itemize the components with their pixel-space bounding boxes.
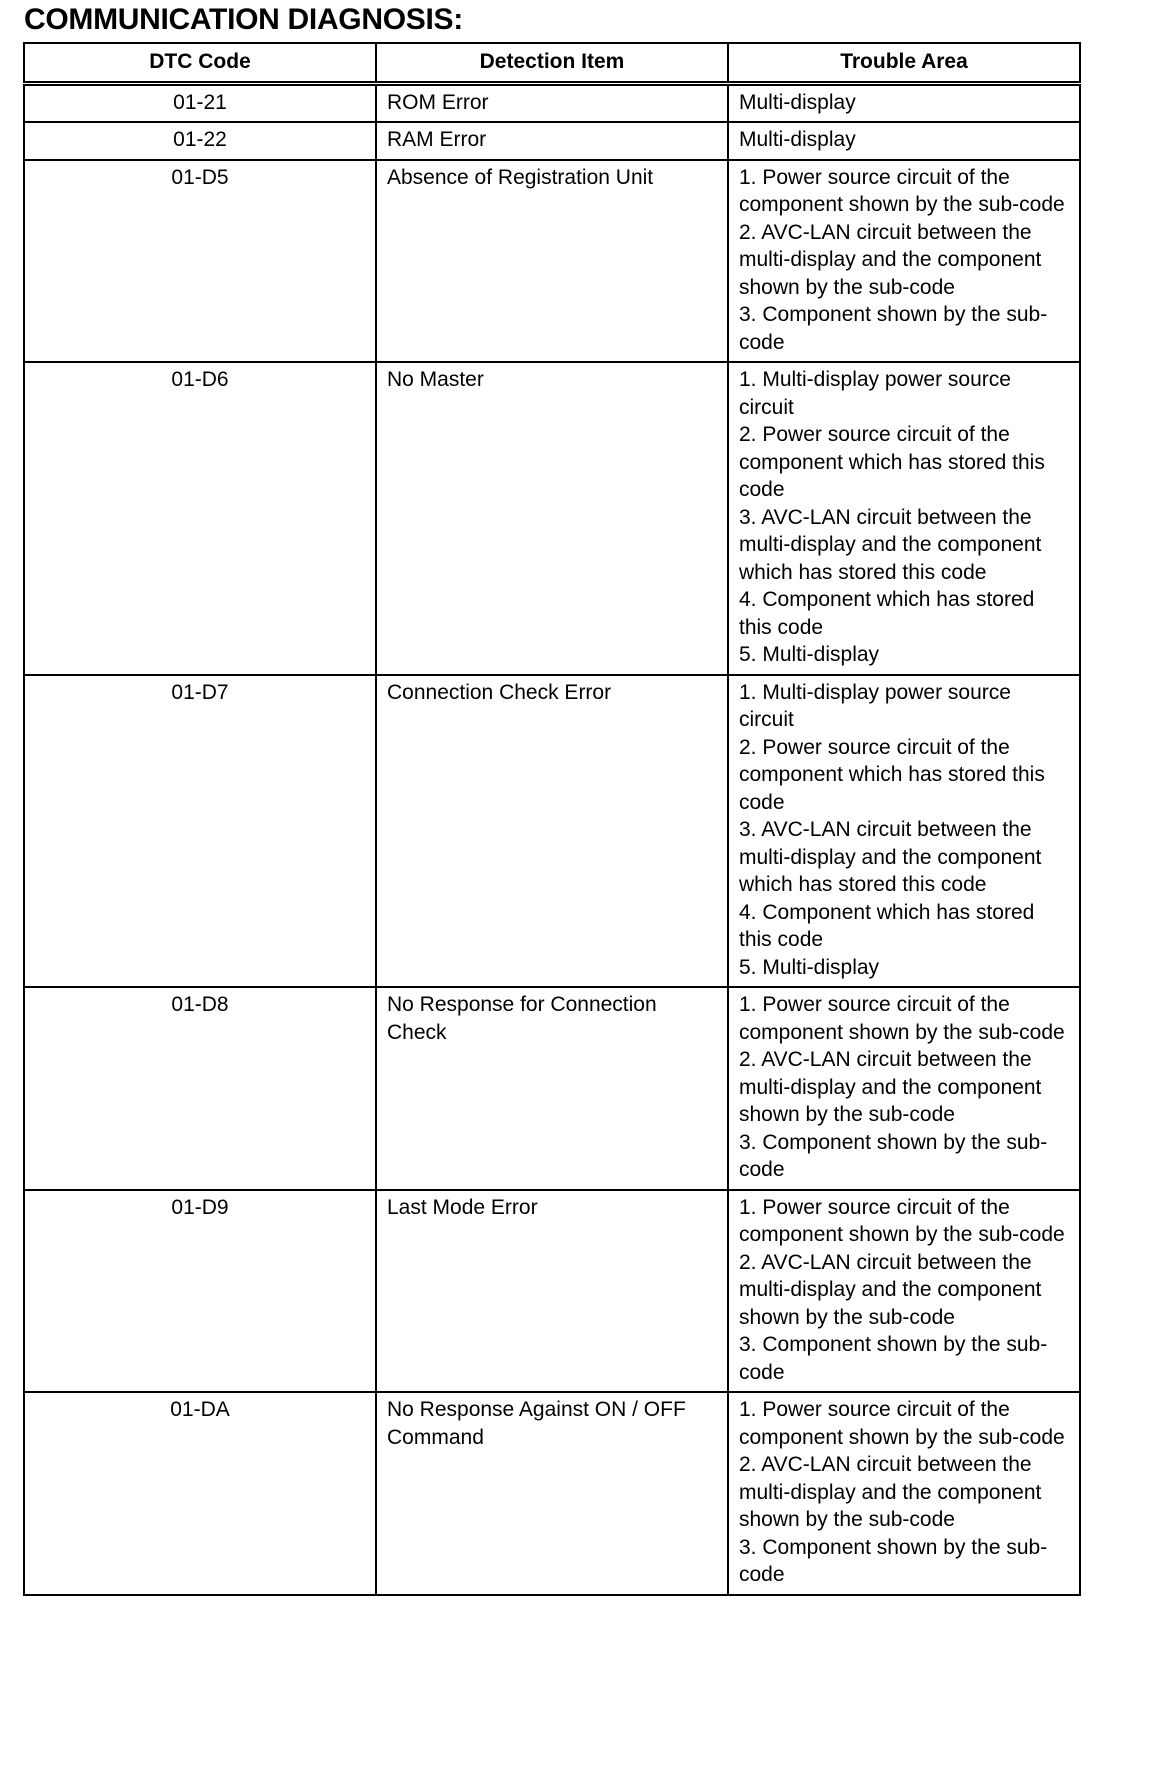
detection-item-cell: No Master	[376, 362, 728, 675]
trouble-area-item: 4. Component which has stored this code	[739, 900, 1035, 951]
trouble-area-item: 3. Component shown by the sub-code	[739, 1535, 1048, 1586]
detection-item-cell: No Response Against ON / OFF Command	[376, 1392, 728, 1595]
header-dtc-code: DTC Code	[24, 43, 376, 83]
trouble-area-item: 2. AVC-LAN circuit between the multi-display and the component shown by the sub-code	[739, 220, 1042, 299]
detection-item-cell: No Response for Connection Check	[376, 987, 728, 1190]
page-title: COMMUNICATION DIAGNOSIS:	[24, 3, 463, 36]
trouble-area-item: 1. Power source circuit of the component shown by the sub-code	[739, 1398, 1065, 1449]
header-detection-item: Detection Item	[376, 43, 728, 83]
trouble-area-cell	[728, 362, 1080, 675]
dtc-code-cell: 01-D8	[24, 987, 376, 1190]
dtc-code-cell: 01-D7	[24, 675, 376, 988]
trouble-area-cell	[728, 675, 1080, 988]
trouble-area-item: 3. Component shown by the sub-code	[739, 303, 1048, 354]
header-trouble-area: Trouble Area	[728, 43, 1080, 83]
table-row	[24, 362, 1080, 675]
table-header	[24, 43, 1080, 83]
trouble-area-item: Multi-display	[739, 128, 856, 151]
trouble-area-item: 2. Power source circuit of the component which has stored this code	[739, 735, 1045, 814]
table-row	[24, 122, 1080, 160]
trouble-area-item: 3. AVC-LAN circuit between the multi-display and the component which has stored this code	[739, 505, 1042, 584]
trouble-area-item: 2. AVC-LAN circuit between the multi-display and the component shown by the sub-code	[739, 1453, 1042, 1531]
communication-diagnosis-table	[23, 42, 1081, 1596]
dtc-code-cell: 01-DA	[24, 1392, 376, 1595]
dtc-code-cell: 01-D6	[24, 362, 376, 675]
trouble-area-item: 1. Power source circuit of the component shown by the sub-code	[739, 165, 1065, 216]
trouble-area-item: 5. Multi-display	[739, 643, 880, 666]
header-row	[24, 43, 1080, 83]
table-row	[24, 987, 1080, 1190]
table-row	[24, 1190, 1080, 1393]
trouble-area-item: 1. Multi-display power source circuit	[739, 368, 1011, 419]
trouble-area-cell	[728, 83, 1080, 122]
table-body	[24, 83, 1080, 1595]
table-row	[24, 160, 1080, 363]
trouble-area-cell	[728, 1190, 1080, 1393]
table-row	[24, 675, 1080, 988]
trouble-area-item: 3. Component shown by the sub-code	[739, 1333, 1048, 1384]
table-row	[24, 1392, 1080, 1595]
detection-item-cell: ROM Error	[376, 83, 728, 122]
trouble-area-item: 3. Component shown by the sub-code	[739, 1130, 1048, 1181]
dtc-code-cell: 01-D9	[24, 1190, 376, 1393]
detection-item-cell: Last Mode Error	[376, 1190, 728, 1393]
dtc-code-cell: 01-D5	[24, 160, 376, 363]
table-row	[24, 83, 1080, 122]
dtc-code-cell: 01-21	[24, 83, 376, 122]
trouble-area-item: 1. Power source circuit of the component shown by the sub-code	[739, 1195, 1065, 1246]
trouble-area-item: 3. AVC-LAN circuit between the multi-display and the component which has stored this code	[739, 818, 1042, 896]
trouble-area-item: 2. Power source circuit of the component which has stored this code	[739, 423, 1045, 501]
trouble-area-item: 4. Component which has stored this code	[739, 588, 1035, 639]
trouble-area-cell	[728, 122, 1080, 160]
detection-item-cell: Absence of Registration Unit	[376, 160, 728, 363]
trouble-area-cell	[728, 160, 1080, 363]
trouble-area-item: 5. Multi-display	[739, 955, 880, 979]
trouble-area-item: 1. Power source circuit of the component shown by the sub-code	[739, 993, 1065, 1044]
detection-item-cell: Connection Check Error	[376, 675, 728, 988]
trouble-area-item: Multi-display	[739, 90, 856, 114]
trouble-area-cell	[728, 1392, 1080, 1595]
trouble-area-item: 2. AVC-LAN circuit between the multi-display and the component shown by the sub-code	[739, 1250, 1042, 1329]
trouble-area-cell	[728, 987, 1080, 1190]
trouble-area-item: 1. Multi-display power source circuit	[739, 680, 1011, 731]
dtc-code-cell: 01-22	[24, 122, 376, 160]
trouble-area-item: 2. AVC-LAN circuit between the multi-display and the component shown by the sub-code	[739, 1048, 1042, 1126]
detection-item-cell: RAM Error	[376, 122, 728, 160]
